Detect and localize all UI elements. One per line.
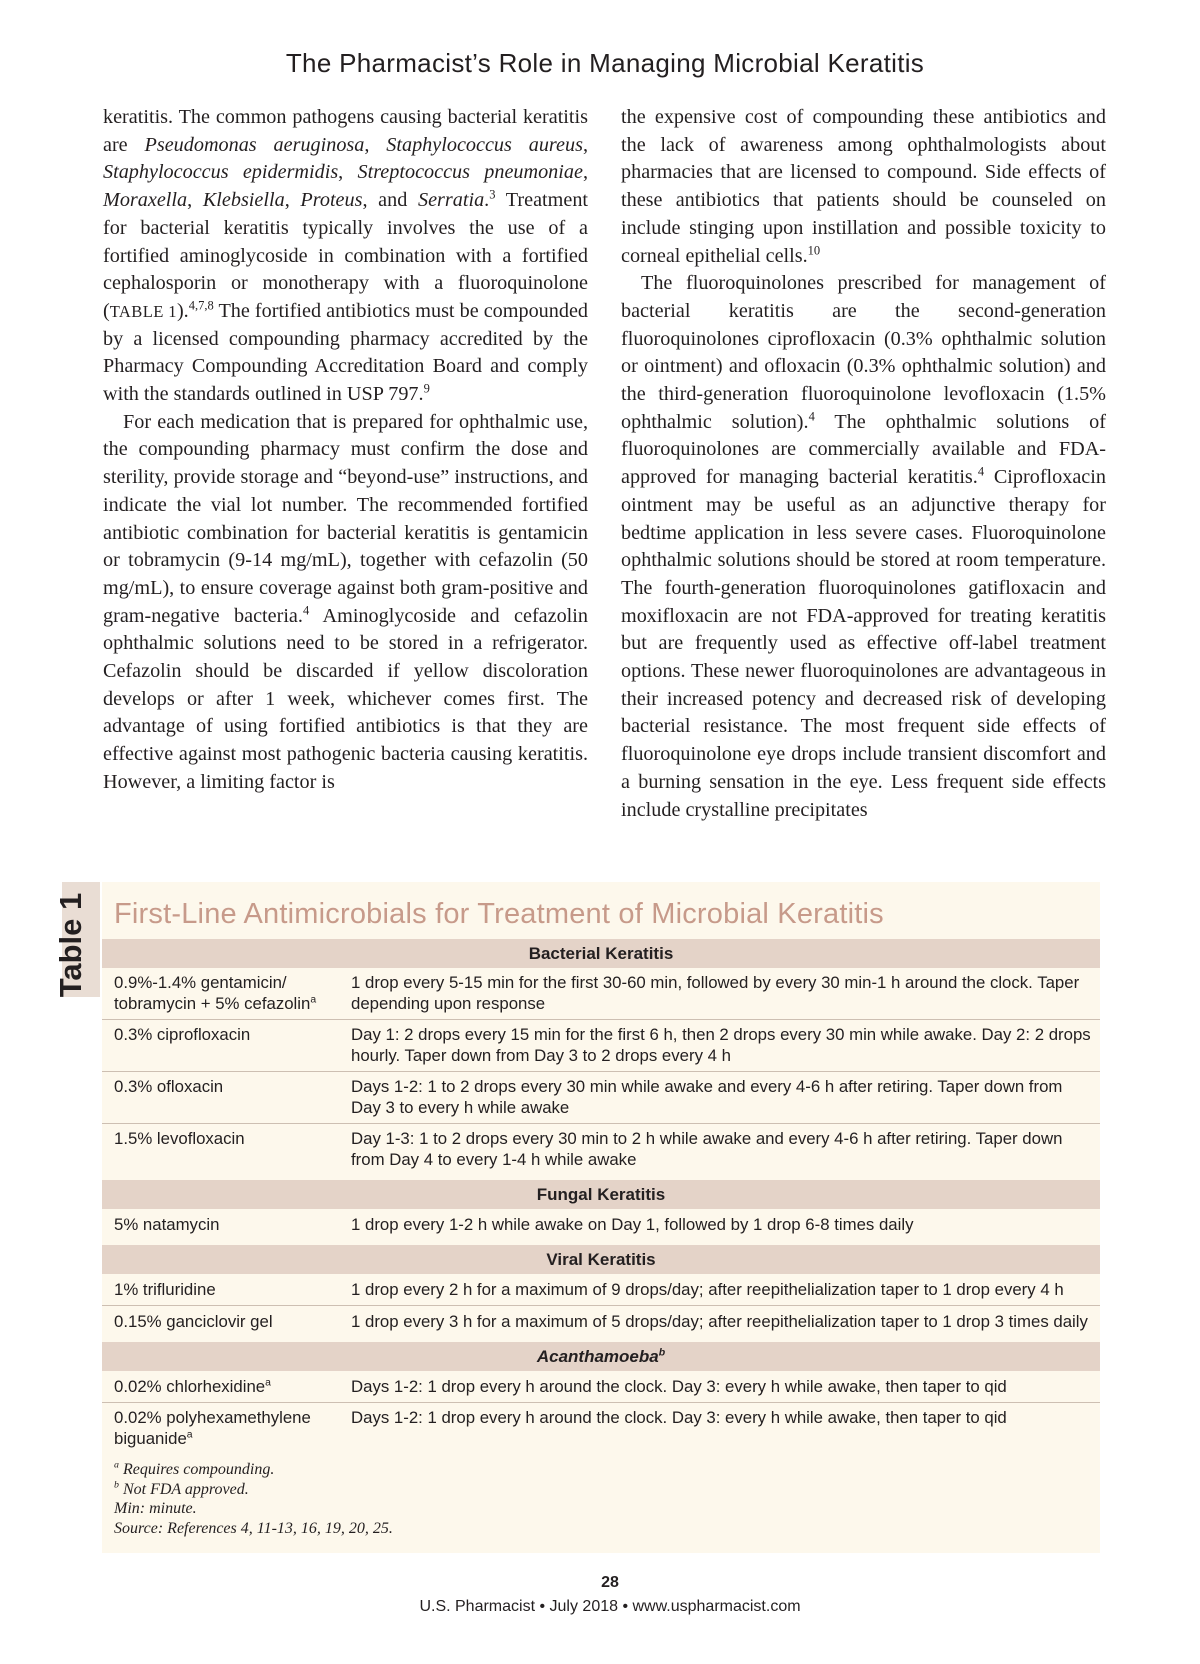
paragraph: For each medication that is prepared for ophthalmic use, the compounding pharmacy must confirm the dose and sterility, provide storage and “beyond-use” instructions, and indicate the vial lot number. The recommended fortified antibiotic combination for bacterial keratitis is gentamicin or tobramycin (9-14 mg/mL), together with cefazolin (50 mg/mL), to ensure coverage against both gram-positive and gram-negative bacteria.$^4$ Aminoglycoside and cefazolin ophthalmic solutions need to be stored in a refrigerator. Cefazolin should be discarded if yellow discoloration develops or after 1 week, whichever comes first. The advantage of using fortified antibiotics is that they are effective against most pathogenic bacteria causing keratitis. However, a limiting factor is: [103, 410, 588, 793]
table-section-heading: Fungal Keratitis: [102, 1180, 1100, 1209]
drug-cell: 0.15% ganciclovir gel: [114, 1312, 273, 1331]
paragraph: The fluoroquinolones prescribed for management of bacterial keratitis are the second-generation fluoroquinolones ciprofloxacin (0.3% ophthalmic solution or ointment) and ofloxacin (0.3% ophthalmic solution) and the third-generation fluoroquinolone levofloxacin (1.5% ophthalmic solution).$^4$ The ophthalmic solutions of fluoroquinolones are commercially available and FDA-approved for managing bacterial keratitis.$^4$ Ciprofloxacin ointment may be useful as an adjunctive therapy for bedtime application in less severe cases. Fluoroquinolone ophthalmic solutions should be stored at room temperature. The fourth-generation fluoroquinolones gatifloxacin and moxifloxacin are not FDA-approved for treating keratitis but are frequently used as effective off-label treatment options. These newer fluoroquinolones are advantageous in their increased potency and decreased risk of developing bacterial resistance. The most frequent side effects of fluoroquinolone eye drops include transient discomfort and a burning sensation in the eye. Less frequent side effects include crystalline precipitates: [621, 272, 1107, 821]
paragraph: the expensive cost of compounding these antibiotics and the lack of awareness among ophthalmologists about pharmacies that are licensed to compound. Side effects of these antibiotics that patients should be counseled on include stinging upon instillation and possible toxicity to corneal epithelial cells.$^{10}$: [621, 106, 1106, 267]
table-section-heading: Acanthamoeba$^b$: [102, 1342, 1100, 1371]
dosage-cell: 1 drop every 2 h for a maximum of 9 drops/day; after reepithelialization taper to 1 drop every 4 h: [351, 1280, 1064, 1299]
footnote: Source: References 4, 11-13, 16, 19, 20, 25.: [114, 1519, 393, 1537]
citation-ref: 3: [489, 187, 496, 202]
table-row: [102, 1020, 1100, 1072]
table-row: [102, 1209, 1100, 1240]
drug-cell: 0.3% ofloxacin: [114, 1077, 224, 1096]
table-row: [102, 968, 1100, 1020]
footnote: Min: minute.: [114, 1500, 197, 1517]
citation-ref: 10: [807, 242, 821, 257]
table-row: [102, 1124, 1100, 1175]
dosage-cell: 1 drop every 1-2 h while awake on Day 1, followed by 1 drop 6-8 times daily: [351, 1215, 914, 1234]
table-row: [102, 1371, 1100, 1403]
footnote: $^a$ Requires compounding.: [114, 1459, 275, 1478]
table-row: [102, 1306, 1100, 1337]
drug-cell: 1% trifluridine: [114, 1280, 216, 1299]
dosage-cell: Day 1-3: 1 to 2 drops every 30 min to 2 h while awake and every 4-6 h after retiring. Taper down from Day 4 to every 1-4 h while awake: [351, 1129, 1063, 1169]
drug-cell: 0.3% ciprofloxacin: [114, 1025, 251, 1044]
table-reference: TABLE 1: [109, 301, 177, 321]
citation-ref: 4: [977, 464, 985, 479]
citation-ref: 9: [423, 381, 430, 396]
dosage-cell: Days 1-2: 1 to 2 drops every 30 min while awake and every 4-6 h after retiring. Taper down from Day 3 to every h while awake: [351, 1077, 1063, 1117]
drug-cell: 0.9%-1.4% gentamicin/ tobramycin + 5% cefazolin$^a$: [114, 973, 317, 1013]
table-grid: [102, 939, 1100, 1454]
table-section-heading: Bacterial Keratitis: [102, 939, 1100, 968]
paragraph: keratitis. The common pathogens causing bacterial keratitis are Pseudomonas aeruginosa, Staphylococcus aureus, Staphylococcus epidermidis, Streptococcus pneumoniae, Moraxella, Klebsiella, Proteus, and Serratia.$^3$ Treatment for bacterial keratitis typically involves the use of a fortified aminoglycoside in combination with a fortified cephalosporin or monotherapy with a fluoroquinolone (TABLE 1).$^{4,7,8}$ The fortified antibiotics must be compounded by a licensed compounding pharmacy accredited by the Pharmacy Compounding Accreditation Board and comply with the standards outlined in USP 797.$^9$: [103, 106, 589, 406]
drug-cell: 0.02% chlorhexidine$^a$: [114, 1377, 271, 1396]
table-tab-label: Table 1: [53, 892, 88, 998]
footnote: $^b$ Not FDA approved.: [114, 1479, 249, 1498]
table-row: [102, 1072, 1100, 1124]
dosage-cell: Day 1: 2 drops every 15 min for the first 6 h, then 2 drops every 30 min while awake. Day 2: 2 drops hourly. Taper down from Day 3 to 2 drops every 4 h: [351, 1025, 1091, 1065]
article-column-left: [103, 104, 588, 797]
citation-ref: 4: [808, 409, 815, 423]
citation-ref: 4: [302, 602, 310, 617]
publication-footer: U.S. Pharmacist • July 2018 • www.uspharmacist.com: [419, 1598, 801, 1615]
table-row: [102, 1403, 1100, 1454]
page-number: 28: [601, 1574, 619, 1591]
drug-cell: 5% natamycin: [114, 1215, 220, 1234]
table-section-heading: Viral Keratitis: [102, 1245, 1100, 1274]
drug-cell: 0.02% polyhexamethylene biguanide$^a$: [114, 1408, 311, 1448]
dosage-cell: 1 drop every 5-15 min for the first 30-60 min, followed by every 30 min-1 h around the clock. Taper depending upon response: [351, 973, 1080, 1013]
article-column-right: [621, 104, 1106, 824]
drug-cell: 1.5% levofloxacin: [114, 1129, 245, 1148]
table-footnotes: [114, 1460, 393, 1538]
dosage-cell: Days 1-2: 1 drop every h around the clock. Day 3: every h while awake, then taper to qid: [351, 1377, 1007, 1396]
table-title: First-Line Antimicrobials for Treatment of Microbial Keratitis: [114, 898, 884, 930]
citation-ref: 4,7,8: [188, 298, 214, 313]
page-running-title: The Pharmacist’s Role in Managing Microbial Keratitis: [285, 48, 925, 78]
table-row: [102, 1274, 1100, 1306]
table-panel: [102, 882, 1100, 1553]
dosage-cell: Days 1-2: 1 drop every h around the clock. Day 3: every h while awake, then taper to qid: [351, 1408, 1007, 1427]
dosage-cell: 1 drop every 3 h for a maximum of 5 drops/day; after reepithelialization taper to 1 drop 3 times daily: [351, 1312, 1088, 1331]
